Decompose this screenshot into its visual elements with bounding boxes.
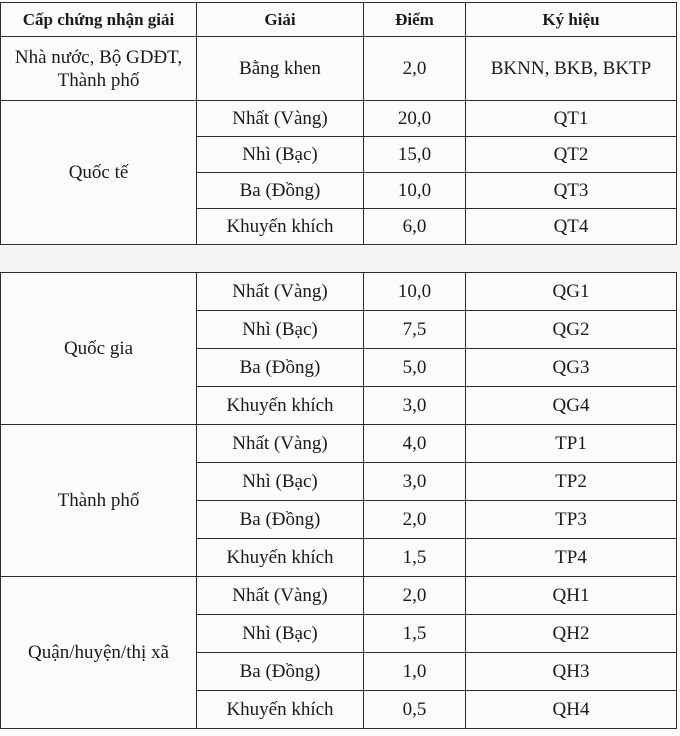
- prize-cell: Ba (Đồng): [197, 173, 364, 209]
- code-cell: QG3: [466, 349, 677, 387]
- prize-cell: Ba (Đồng): [197, 501, 364, 539]
- prize-cell: Nhất (Vàng): [197, 101, 364, 137]
- header-code: Ký hiệu: [466, 3, 677, 37]
- level-cell: Quốc gia: [1, 273, 197, 425]
- score-cell: 20,0: [364, 101, 466, 137]
- code-cell: QH2: [466, 615, 677, 653]
- prize-cell: Khuyến khích: [197, 539, 364, 577]
- code-cell: TP4: [466, 539, 677, 577]
- table-row: [1, 101, 677, 137]
- code-cell: QG2: [466, 311, 677, 349]
- prize-cell: Nhì (Bạc): [197, 615, 364, 653]
- page-gap: [0, 246, 680, 272]
- level-cell: Quốc tế: [1, 101, 197, 245]
- code-cell: QH3: [466, 653, 677, 691]
- code-cell: BKNN, BKB, BKTP: [466, 37, 677, 101]
- score-cell: 2,0: [364, 501, 466, 539]
- score-cell: 0,5: [364, 691, 466, 729]
- prize-cell: Bằng khen: [197, 37, 364, 101]
- score-cell: 1,5: [364, 539, 466, 577]
- score-cell: 4,0: [364, 425, 466, 463]
- score-cell: 7,5: [364, 311, 466, 349]
- table-row: [1, 425, 677, 463]
- prize-cell: Ba (Đồng): [197, 653, 364, 691]
- score-cell: 2,0: [364, 37, 466, 101]
- header-level: Cấp chứng nhận giải: [1, 3, 197, 37]
- score-cell: 1,5: [364, 615, 466, 653]
- award-points-table-top: [0, 2, 677, 245]
- code-cell: QT1: [466, 101, 677, 137]
- level-cell: Quận/huyện/thị xã: [1, 577, 197, 729]
- code-cell: TP2: [466, 463, 677, 501]
- table-row: [1, 577, 677, 615]
- prize-cell: Khuyến khích: [197, 691, 364, 729]
- code-cell: QT2: [466, 137, 677, 173]
- score-cell: 3,0: [364, 387, 466, 425]
- score-cell: 5,0: [364, 349, 466, 387]
- prize-cell: Nhì (Bạc): [197, 463, 364, 501]
- prize-cell: Khuyến khích: [197, 209, 364, 245]
- code-cell: QG1: [466, 273, 677, 311]
- code-cell: TP1: [466, 425, 677, 463]
- header-score: Điểm: [364, 3, 466, 37]
- prize-cell: Nhì (Bạc): [197, 137, 364, 173]
- score-cell: 3,0: [364, 463, 466, 501]
- prize-cell: Nhất (Vàng): [197, 425, 364, 463]
- code-cell: QT3: [466, 173, 677, 209]
- table-row: [1, 37, 677, 101]
- prize-cell: Khuyến khích: [197, 387, 364, 425]
- header-prize: Giải: [197, 3, 364, 37]
- prize-cell: Nhì (Bạc): [197, 311, 364, 349]
- score-cell: 15,0: [364, 137, 466, 173]
- prize-cell: Ba (Đồng): [197, 349, 364, 387]
- score-cell: 10,0: [364, 273, 466, 311]
- score-cell: 10,0: [364, 173, 466, 209]
- score-cell: 1,0: [364, 653, 466, 691]
- code-cell: QT4: [466, 209, 677, 245]
- code-cell: QG4: [466, 387, 677, 425]
- score-cell: 2,0: [364, 577, 466, 615]
- prize-cell: Nhất (Vàng): [197, 577, 364, 615]
- score-cell: 6,0: [364, 209, 466, 245]
- level-cell: Nhà nước, Bộ GDĐT, Thành phố: [1, 37, 197, 101]
- code-cell: QH1: [466, 577, 677, 615]
- award-points-table-bottom: [0, 272, 677, 729]
- code-cell: QH4: [466, 691, 677, 729]
- prize-cell: Nhất (Vàng): [197, 273, 364, 311]
- level-cell: Thành phố: [1, 425, 197, 577]
- code-cell: TP3: [466, 501, 677, 539]
- table-row: [1, 273, 677, 311]
- header-row: [1, 3, 677, 37]
